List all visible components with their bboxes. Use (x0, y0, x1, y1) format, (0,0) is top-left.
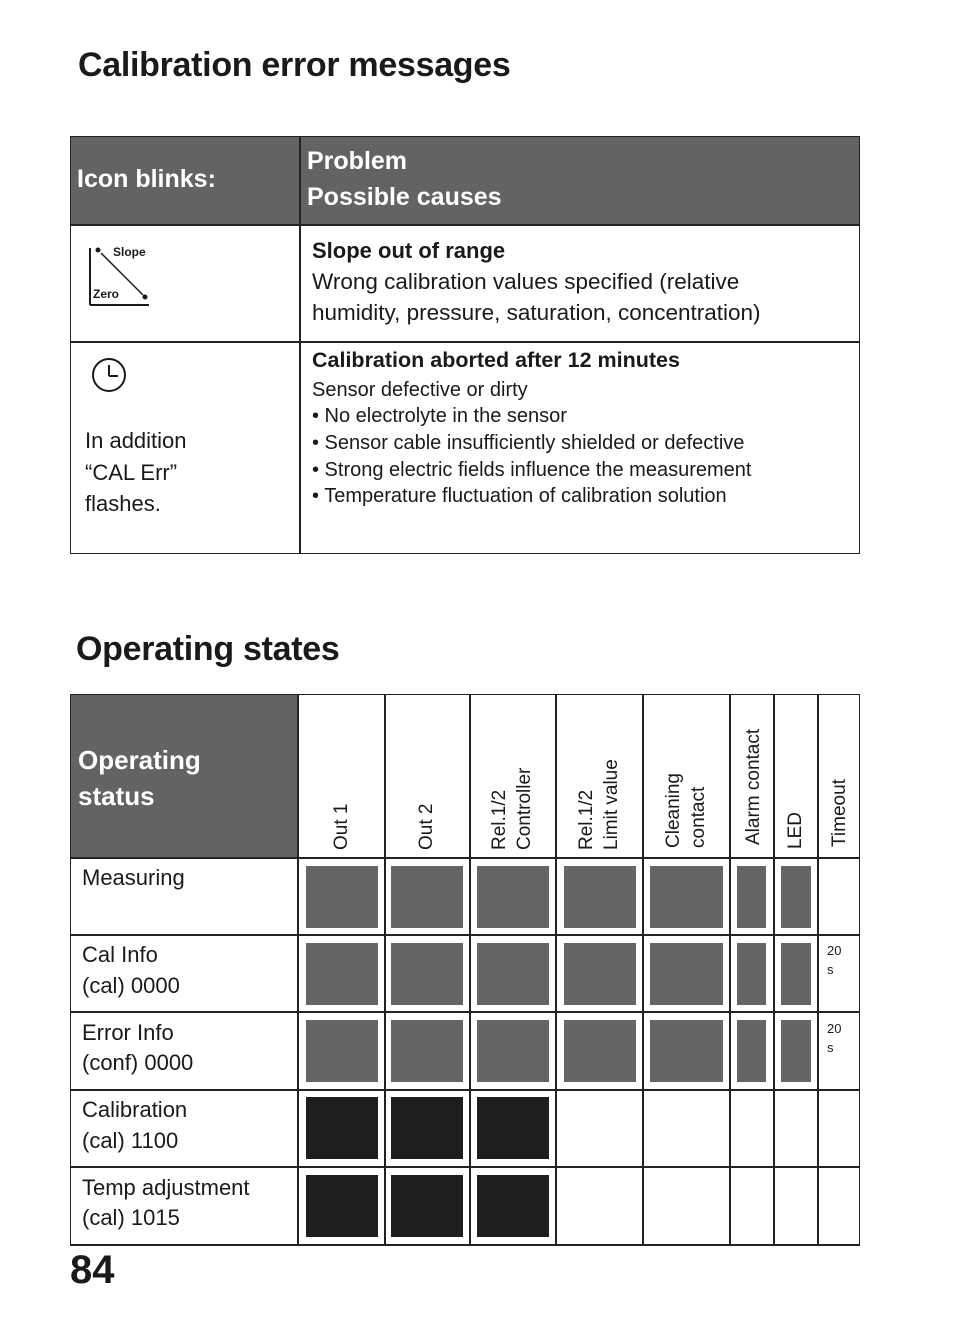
icon-zero-label: Zero (93, 287, 120, 301)
cause-line: • Strong electric fields influence the measurement (312, 459, 752, 481)
row-label-error-info: (conf) 0000 (82, 1050, 194, 1075)
timeout-value: 20 (827, 943, 842, 958)
operating-states-table (70, 694, 860, 1246)
row-label-calibration: (cal) 1100 (82, 1128, 179, 1153)
timeout-value: 20 (827, 1021, 842, 1036)
timeout-unit: s (827, 1040, 834, 1055)
cause-line: Sensor defective or dirty (312, 379, 528, 401)
row-label-cal-info: (cal) 0000 (82, 973, 180, 998)
note-line: “CAL Err” (85, 460, 178, 485)
page-number: 84 (70, 1248, 115, 1292)
row-label-temp-adjustment: Temp adjustment (82, 1175, 250, 1200)
row-label-cal-info: Cal Info (82, 942, 158, 967)
problem-slope-out-of-range: Slope out of range (312, 238, 506, 263)
cause-line: • Temperature fluctuation of calibration solution (312, 485, 727, 507)
cause-line: • Sensor cable insufficiently shielded or defective (312, 432, 745, 454)
table-header (71, 137, 859, 225)
column-header-rel-limit: Limit value (601, 759, 622, 850)
column-header-out-1: Out 1 (331, 803, 352, 850)
column-header-rel-limit: Rel.1/2 (576, 789, 597, 850)
column-header-cleaning-contact: Cleaning (663, 773, 684, 848)
cause-line: Wrong calibration values specified (relative (312, 269, 740, 294)
timeout-unit: s (827, 962, 834, 977)
section-title-operating-states: Operating states (76, 630, 340, 668)
icon-slope-label: Slope (113, 245, 146, 259)
cause-line: humidity, pressure, saturation, concentration) (312, 300, 761, 325)
header-line: status (78, 781, 155, 811)
column-header-timeout: Timeout (829, 779, 850, 847)
column-header-out-2: Out 2 (416, 803, 437, 850)
column-header-led: LED (785, 812, 806, 849)
column-header-rel-controller: Controller (514, 767, 535, 850)
header-line: Operating (78, 745, 201, 775)
header-problem: Problem (307, 147, 408, 175)
column-header-rel-controller: Rel.1/2 (489, 789, 510, 850)
problem-calibration-aborted: Calibration aborted after 12 minutes (312, 348, 680, 372)
row-label-measuring: Measuring (82, 865, 185, 890)
header-icon-blinks: Icon blinks: (77, 165, 216, 193)
column-header-alarm-contact: Alarm contact (743, 728, 764, 845)
column-header-cleaning-contact: contact (688, 786, 709, 848)
clock-icon (91, 357, 127, 393)
cause-line: • No electrolyte in the sensor (312, 405, 567, 427)
note-line: flashes. (85, 491, 161, 516)
note-line: In addition (85, 428, 187, 453)
slope-zero-icon (87, 243, 157, 309)
calibration-error-table (70, 136, 860, 554)
header-possible-causes: Possible causes (307, 183, 502, 211)
section-title-calibration-errors: Calibration error messages (78, 46, 511, 84)
row-label-error-info: Error Info (82, 1020, 174, 1045)
row-label-temp-adjustment: (cal) 1015 (82, 1205, 180, 1230)
row-label-calibration: Calibration (82, 1097, 188, 1122)
